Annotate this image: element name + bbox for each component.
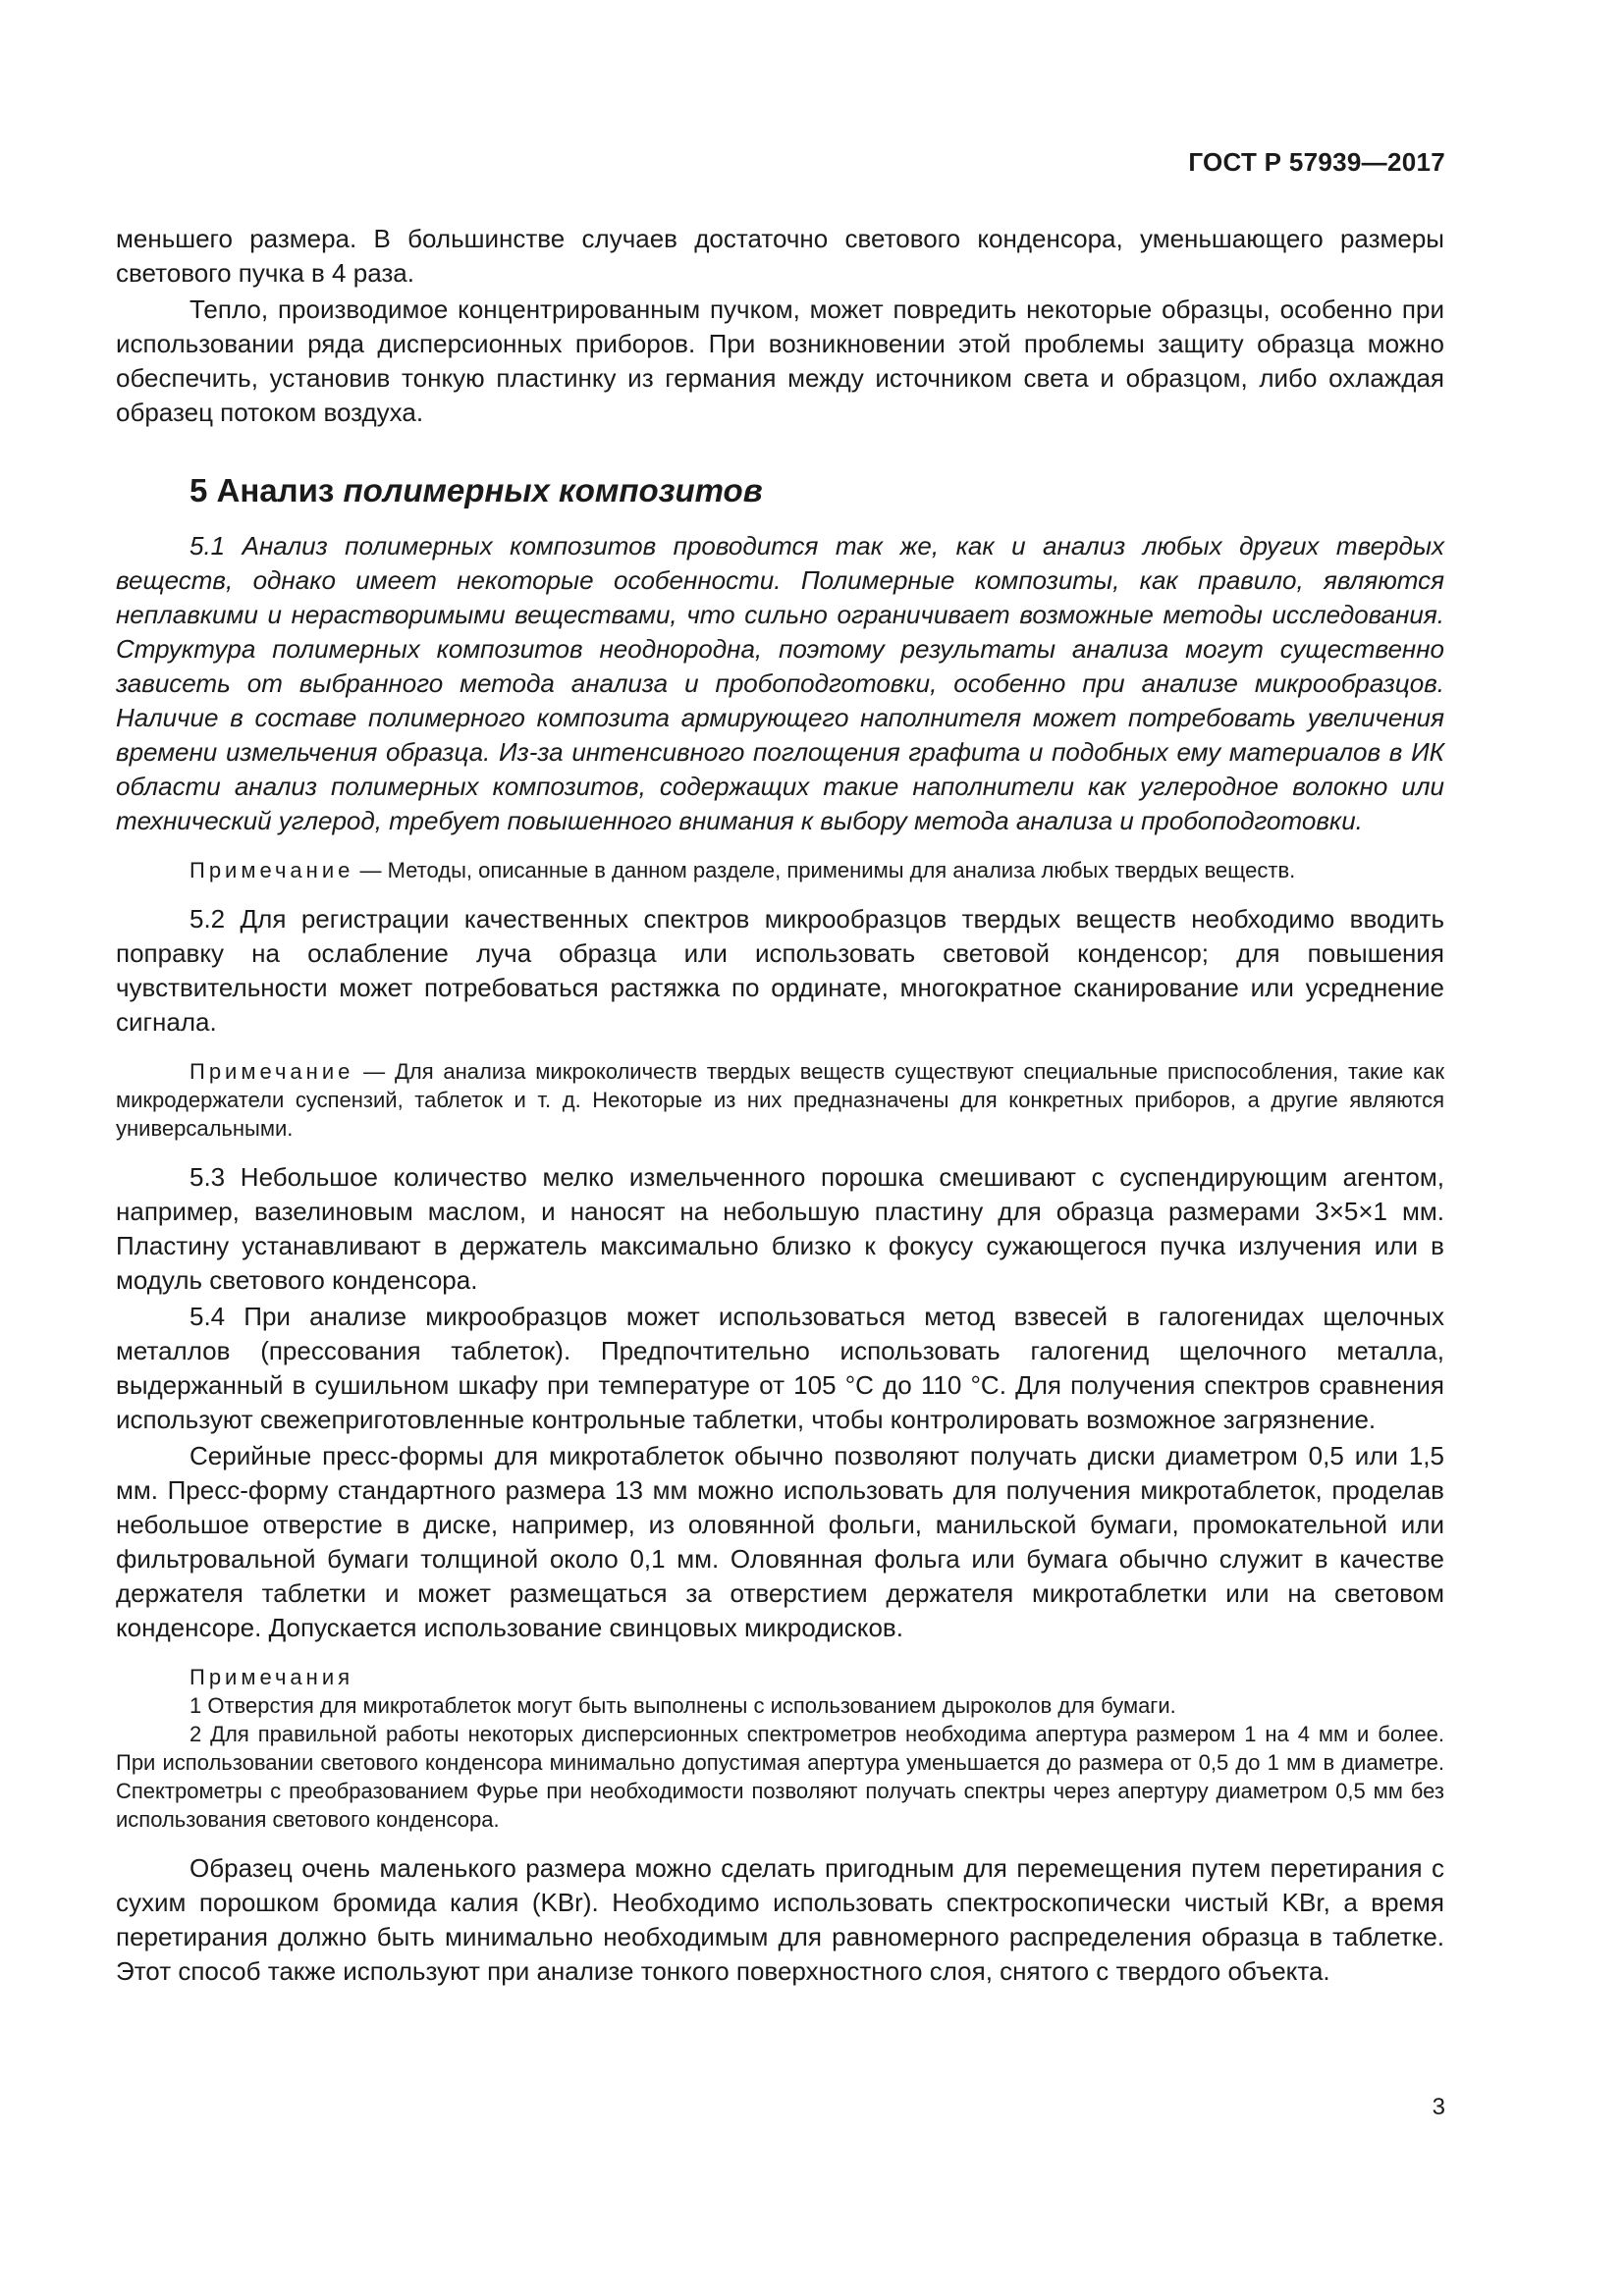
note-2-text: — Для анализа микроколичеств твердых веществ существуют специальные приспособления, такие как микродержатели суспензий, таблеток и т. д. Некоторые из них предназначены для конкретных приборов, а другие являются универсальными. <box>116 1059 1444 1141</box>
page-body <box>116 222 1444 1989</box>
note-1 <box>116 856 1444 884</box>
note-2-label: Примечание <box>189 1059 354 1084</box>
press-form-paragraph: Серийные пресс-формы для микротаблеток обычно позволяют получать диски диаметром 0,5 или 1,5 мм. Пресс-форму стандартного размера 13 мм можно использовать для получения микротаблеток, проделав небольшое отверстие в диске, например, из оловянной фольги, манильской бумаги, промокательной или фильтровальной бумаги толщиной около 0,1 мм. Оловянная фольга или бумага обычно служит в качестве держателя таблетки и может размещаться за отверстием держателя микротаблетки или на световом конденсоре. Допускается использование свинцовых микродисков. <box>116 1441 1444 1642</box>
notes-heading: Примечания <box>189 1665 354 1689</box>
section-title-italic: полимерных композитов <box>343 472 763 508</box>
note-1-label: Примечание <box>189 858 354 882</box>
clause-5-4: 5.4 При анализе микрообразцов может использоваться метод взвесей в галогенидах щелочных металлов (прессования таблеток). Предпочтительно использовать галогенид щелочного металла, выдержанный в сушильном шкафу при температуре от 105 °С до 110 °С. Для получения спектров сравнения используют свежеприготовленные контрольные таблетки, чтобы контролировать возможное загрязнение. <box>116 1302 1444 1434</box>
intro-paragraph-2: Тепло, производимое концентрированным пучком, может повредить некоторые образцы, особенно при использовании ряда дисперсионных приборов. При возникновении этой проблемы защиту образца можно обеспечить, установив тонкую пластинку из германия между источником света и образцом, либо охлаждая образец потоком воздуха. <box>116 294 1444 427</box>
section-title-plain: Анализ <box>216 472 335 508</box>
intro-paragraph-1: меньшего размера. В большинстве случаев достаточно светового конденсора, уменьшающего размеры светового пучка в 4 раза. <box>116 224 1444 288</box>
clause-5-2: 5.2 Для регистрации качественных спектров микрообразцов твердых веществ необходимо вводить поправку на ослабление луча образца или использовать световой конденсор; для повышения чувствительности может потребоваться растяжка по ординате, многократное сканирование или усреднение сигнала. <box>116 904 1444 1037</box>
clause-5-1: 5.1 Анализ полимерных композитов проводится так же, как и анализ любых других твердых веществ, однако имеет некоторые особенности. Полимерные композиты, как правило, являются неплавкими и нерастворимыми веществами, что сильно ограничивает возможные методы исследования. Структура полимерных композитов неоднородна, поэтому результаты анализа могут существенно зависеть от выбранного метода анализа и пробоподготовки, особенно при анализе микрообразцов. Наличие в составе полимерного композита армирующего наполнителя может потребовать увеличения времени измельчения образца. Из-за интенсивного поглощения графита и подобных ему материалов в ИК области анализ полимерных композитов, содержащих такие наполнители как углеродное волокно или технический углерод, требует повышенного внимания к выбору метода анализа и пробоподготовки. <box>116 531 1444 835</box>
document-code: ГОСТ Р 57939—2017 <box>1188 147 1445 177</box>
page-number: 3 <box>1432 2094 1445 2120</box>
section-number: 5 <box>189 472 208 508</box>
section-5-heading <box>116 472 1444 509</box>
notes-item-1: 1 Отверстия для микротаблеток могут быть выполнены с использованием дыроколов для бумаги. <box>189 1693 1176 1718</box>
clause-5-3: 5.3 Небольшое количество мелко измельченного порошка смешивают с суспендирующим агентом, например, вазелиновым маслом, и наносят на небольшую пластину для образца размерами 3×5×1 мм. Пластину устанавливают в держатель максимально близко к фокусу сужающегося пучка излучения или в модуль светового конденсора. <box>116 1162 1444 1295</box>
note-2 <box>116 1057 1444 1143</box>
note-1-text: — Методы, описанные в данном разделе, применимы для анализа любых твердых веществ. <box>353 858 1296 882</box>
notes-item-2: 2 Для правильной работы некоторых дисперсионных спектрометров необходима апертура размером 1 на 4 мм и более. При использовании светового конденсора минимально допустимая апертура уменьшается до размера от 0,5 до 1 мм в диаметре. Спектрометры с преобразованием Фурье при необходимости позволяют получать спектры через апертуру диаметром 0,5 мм без использования светового конденсора. <box>116 1722 1444 1832</box>
final-paragraph: Образец очень маленького размера можно сделать пригодным для перемещения путем перетирания с сухим порошком бромида калия (KBr). Необходимо использовать спектроскопически чистый KBr, а время перетирания должно быть минимально необходимым для равномерного распределения образца в таблетке. Этот способ также используют при анализе тонкого поверхностного слоя, снятого с твердого объекта. <box>116 1853 1444 1986</box>
